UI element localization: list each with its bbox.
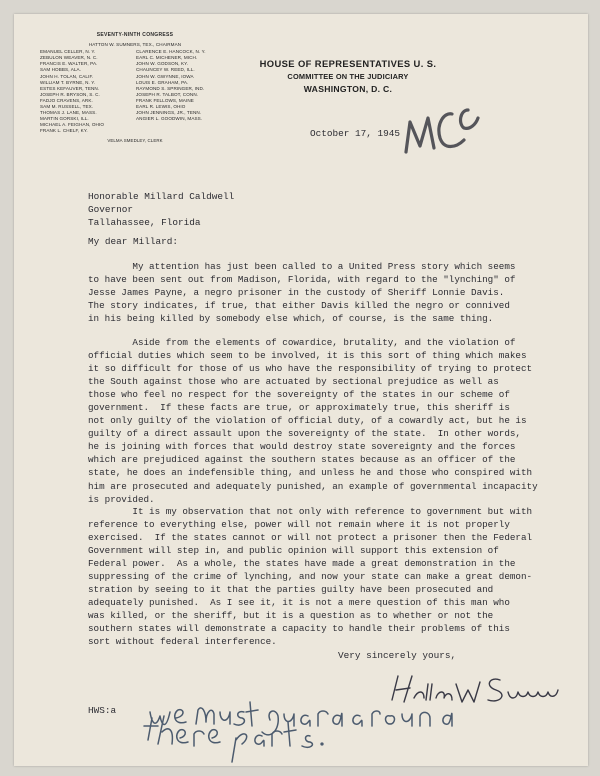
member-name: ZEBULON WEAVER, N. C. (40, 55, 98, 61)
salutation: My dear Millard: (88, 236, 179, 247)
member-name: JOHN W. GWYNNE, IOWA (136, 73, 194, 79)
member-name: THOMAS J. LANE, MASS. (40, 110, 97, 116)
member-name: EMANUEL CELLER, N. Y. (40, 49, 96, 55)
committee-name: COMMITTEE ON THE JUDICIARY (287, 72, 409, 81)
member-name: RAYMOND S. SPRINGER, IND. (136, 85, 205, 91)
typist-initials: HWS:a (88, 705, 117, 716)
letter-date: October 17, 1945 (310, 128, 401, 139)
complimentary-close: Very sincerely yours, (338, 650, 457, 661)
member-name: WILLIAM T. BYRNE, N. Y. (40, 79, 96, 85)
address-line: Honorable Millard Caldwell (88, 191, 235, 202)
member-name: CHAUNCEY W. REED, ILL. (136, 67, 195, 73)
member-name: ESTES KEFAUVER, TENN. (40, 85, 100, 91)
chairman-name: HATTON W. SUMNERS, TEX., CHAIRMAN (88, 42, 182, 48)
address-line: Tallahassee, Florida (88, 217, 201, 229)
member-name: JOHN H. TOLAN, CALIF. (40, 73, 94, 79)
committee-member-list (40, 32, 230, 144)
member-name: ANGIER L. GOODWIN, MASS. (136, 116, 203, 122)
member-name: SAM HOBBS, ALA. (40, 67, 82, 73)
house-name: HOUSE OF REPRESENTATIVES U. S. (259, 58, 437, 69)
member-name: LOUIS E. GRAHAM, PA. (136, 79, 189, 85)
member-name: JOSEPH R. TALBOT, CONN. (136, 91, 199, 97)
member-name: JOHN JENNINGS, JR., TENN. (136, 110, 202, 116)
clerk-name: VELMA SMEDLEY, CLERK (107, 137, 163, 143)
body-paragraph-2: Aside from the elements of cowardice, brutality, and the violation of official duties which seem to be involved, it is this sort of thing which makes it so difficult for those of us who have the responsibility of trying to protect the South against those who are actuated by sectional prejudice as well as those who feel no respect for the sovereignty of the states in our scheme of government. If these facts are true, or approximately true, this sheriff is not only guilty of the violation of official duty, of a cowardly act, but he is guilty of a direct assault upon the sovereignty of the state. In other words, he is joining with forces that would destroy state sovereignty and the forces which are prejudiced against the southern states because as an officer of the state, he does an indefensible thing, and unless he and those who conspired with him are prosecuted and adequately punished, an example of governmental incapacity is provided. (88, 337, 538, 505)
body-paragraph-1: My attention has just been called to a United Press story which seems to have been sent out from Madison, Florida, with regard to the "lynching" of Jesse James Payne, a negro prisoner in the custody of Sheriff Lonnie Davis. The story indicates, if true, that either Davis killed the negro or connived in his being killed by somebody else which, of course, is the same thing. (88, 261, 516, 325)
member-name: EARL R. LEWIS, OHIO (136, 104, 186, 110)
member-name: JOSEPH R. BRYSON, S. C. (40, 91, 100, 97)
member-name: MARTIN GORSKI, ILL. (40, 116, 89, 122)
member-name: EARL C. MICHENER, MICH. (136, 55, 198, 61)
member-name: FRANK L. CHELF, KY. (40, 128, 88, 134)
member-name: JOHN W. GODSON, KY. (136, 61, 189, 67)
members-left-column (40, 49, 134, 134)
address-line: Governor (88, 204, 134, 216)
member-name: MICHAEL A. FEIGHAN, OHIO (40, 122, 104, 128)
member-name: SAM M. RUSSELL, TEX. (40, 104, 94, 110)
congress-label: SEVENTY-NINTH CONGRESS (96, 32, 174, 38)
body-paragraph-3: It is my observation that not only with reference to government but with reference to everything else, power will not remain where it is not properly exercised. If the states cannot or will not protect a prisoner then the Federal Government will step in, and public opinion will support this extension of Federal power. As a whole, the states have made a great demonstration in the suppressing of the crime of lynching, and now your state can make a great demon- stration by seeing to it that the parties guilty have been prosecuted and adequately punished. As I see it, it is not a mere question of this man who was killed, or the sheriff, but it is a question as to whether or not the southern states will demonstrate a capacity to handle their problems of this sort without federal interference. (88, 506, 533, 648)
member-name: FADJO CRAVENS, ARK. (40, 97, 93, 103)
recipient-address (88, 190, 234, 230)
member-name: CLARENCE E. HANCOCK, N. Y. (136, 49, 206, 55)
members-right-column (136, 49, 230, 134)
member-name: FRANK FELLOWS, MAINE (136, 97, 194, 103)
city-name: WASHINGTON, D. C. (303, 84, 393, 94)
letterhead-title (248, 58, 448, 94)
member-name: FRANCIS E. WALTER, PA. (40, 61, 98, 67)
